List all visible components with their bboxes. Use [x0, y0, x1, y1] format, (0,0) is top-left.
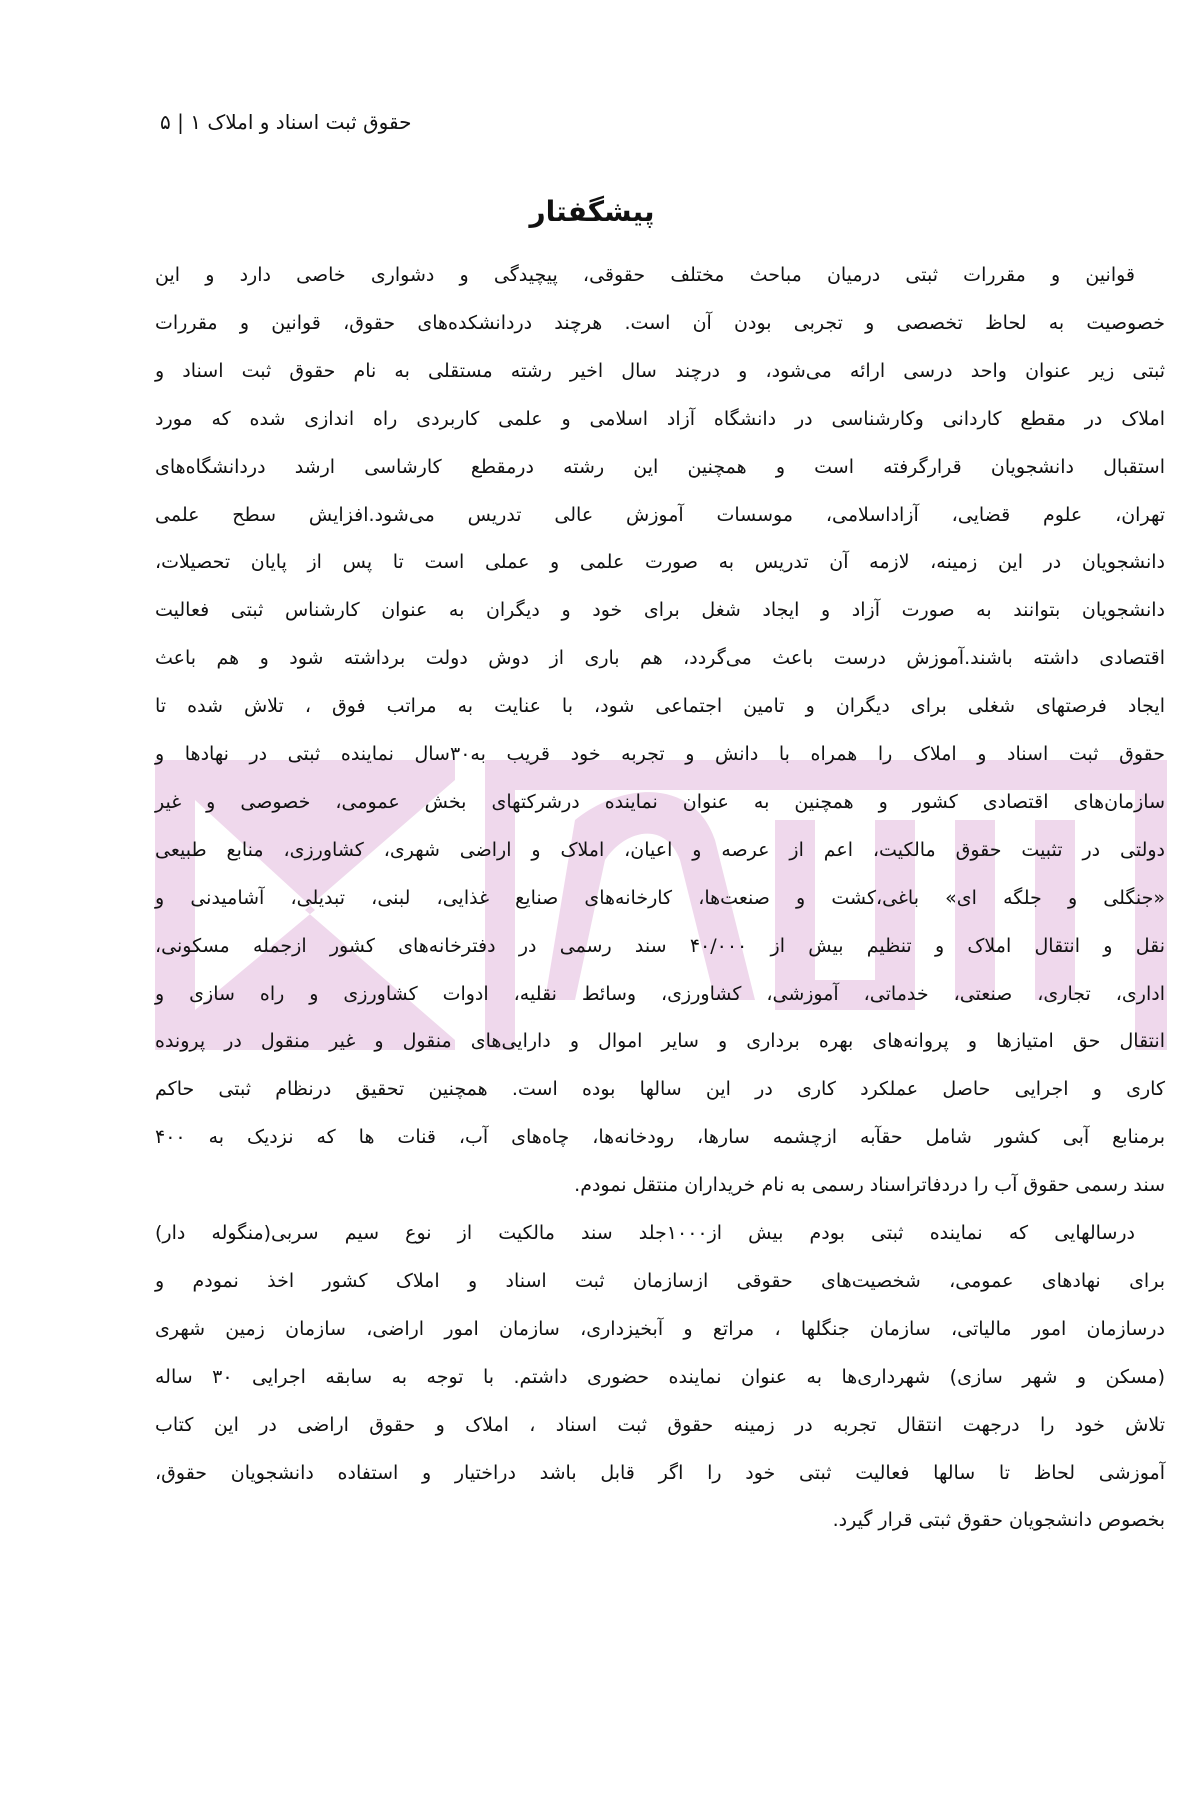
text-line: انتقال حق امتیازها و پروانه‌های بهره برداری و سایر اموال و دارایی‌های منقول و غیر منقول در پرونده: [155, 1030, 1165, 1053]
text-line: تلاش خود را درجهت انتقال تجربه در زمینه حقوق ثبت اسناد ، املاک و حقوق اراضی در این کتاب: [155, 1413, 1165, 1436]
text-line: اداری، تجاری، صنعتی، خدماتی، آموزشی، کشاورزی، وسائط نقلیه، ادوات کشاورزی و راه سازی و: [155, 982, 1165, 1005]
text-line: دانشجویان بتوانند به صورت آزاد و ایجاد شغل برای خود و دیگران به عنوان کارشناس ثبتی فعالیت: [155, 599, 1165, 622]
header-separator: |: [177, 110, 184, 134]
page-title: پیشگفتار: [529, 195, 655, 228]
text-line: حقوق ثبت اسناد و املاک را همراه با دانش و تجربه خود قریب به۳۰سال نماینده ثبتی در نهادها و: [155, 743, 1165, 765]
running-header: [160, 110, 490, 134]
text-line: ثبتی زیر عنوان واحد درسی ارائه می‌شود، و درچند سال اخیر رشته مستقلی به نام حقوق ثبت اسناد و: [155, 359, 1165, 382]
text-line: استقبال دانشجویان قرارگرفته است و همچنین این رشته درمقطع کارشاسی ارشد دردانشگاه‌های: [155, 455, 1165, 478]
text-line: دولتی در تثبیت حقوق مالکیت، اعم از عرصه و اعیان، املاک و اراضی شهری، کشاورزی، منابع طبیعی: [155, 838, 1165, 861]
book-title: حقوق ثبت اسناد و املاک ۱: [190, 110, 412, 134]
text-line: آموزشی لحاظ تا سالها فعالیت ثبتی خود را اگر قابل باشد دراختیار و استفاده دانشجویان حقوق،: [155, 1461, 1165, 1484]
text-line: املاک در مقطع کاردانی وکارشناسی در دانشگاه آزاد اسلامی و علمی کاربردی راه اندازی شده که مورد: [155, 407, 1165, 430]
text-line: دانشجویان در این زمینه، لازمه آن تدریس به صورت علمی و عملی است تا پس از پایان تحصیلات،: [155, 551, 1165, 574]
text-line: (مسکن و شهر سازی) شهرداری‌ها به عنوان نماینده حضوری داشتم. با توجه به سابقه اجرایی ۳۰ ساله: [155, 1365, 1165, 1388]
text-line: برمنابع آبی کشور شامل حقآبه ازچشمه سارها، رودخانه‌ها، چاه‌های آب، قنات ها که نزدیک به ۴۰۰: [155, 1126, 1165, 1149]
text-line: خصوصیت به لحاظ تخصصی و تجربی بودن آن است. هرچند دردانشکده‌های حقوق، قوانین و مقررات: [155, 311, 1165, 334]
text-line: سازمان‌های اقتصادی کشور و همچنین به عنوان نماینده درشرکتهای بخش عمومی، خصوصی و غیر: [155, 790, 1165, 813]
text-line: تهران، علوم قضایی، آزاداسلامی، موسسات آموزش عالی تدریس می‌شود.افزایش سطح علمی: [155, 503, 1165, 526]
page-number: ۵: [160, 110, 171, 134]
text-line: درسالهایی که نماینده ثبتی بودم بیش از۱۰۰۰جلد سند مالکیت از نوع سیم سربی(منگوله دار): [155, 1222, 1135, 1244]
text-line: نقل و انتقال املاک و تنظیم بیش از ۴۰/۰۰۰ سند رسمی در دفترخانه‌های کشور ازجمله مسکونی،: [155, 934, 1165, 957]
text-line: اقتصادی داشته باشند.آموزش درست باعث می‌گردد، هم باری از دوش دولت برداشته شود و هم باعث: [155, 647, 1165, 670]
text-line: بخصوص دانشجویان حقوق ثبتی قرار گیرد.: [832, 1509, 1165, 1532]
text-line: کاری و اجرایی حاصل عملکرد کاری در این سالها بوده است. همچنین تحقیق درنظام ثبتی حاکم: [155, 1078, 1165, 1101]
text-line: قوانین و مقررات ثبتی درمیان مباحث مختلف حقوقی، پیچیدگی و دشواری خاصی دارد و این: [155, 264, 1135, 286]
text-line: درسازمان امور مالیاتی، سازمان جنگلها ، مراتع و آبخیزداری، سازمان امور اراضی، سازمان زمین شهری: [155, 1317, 1165, 1340]
text-line: برای نهادهای عمومی، شخصیت‌های حقوقی ازسازمان ثبت اسناد و املاک کشور اخذ نمودم و: [155, 1269, 1165, 1292]
text-line: ایجاد فرصتهای شغلی برای دیگران و تامین اجتماعی شود، با عنایت به مراتب فوق ، تلاش شده تا: [155, 695, 1165, 718]
text-line: سند رسمی حقوق آب را دردفاتراسناد رسمی به نام خریداران منتقل نمودم.: [574, 1174, 1165, 1197]
text-line: «جنگلی و جلگه ای» باغی،کشت و صنعت‌ها، کارخانه‌های صنایع غذایی، لبنی، تبدیلی، آشامیدنی و: [155, 886, 1165, 909]
